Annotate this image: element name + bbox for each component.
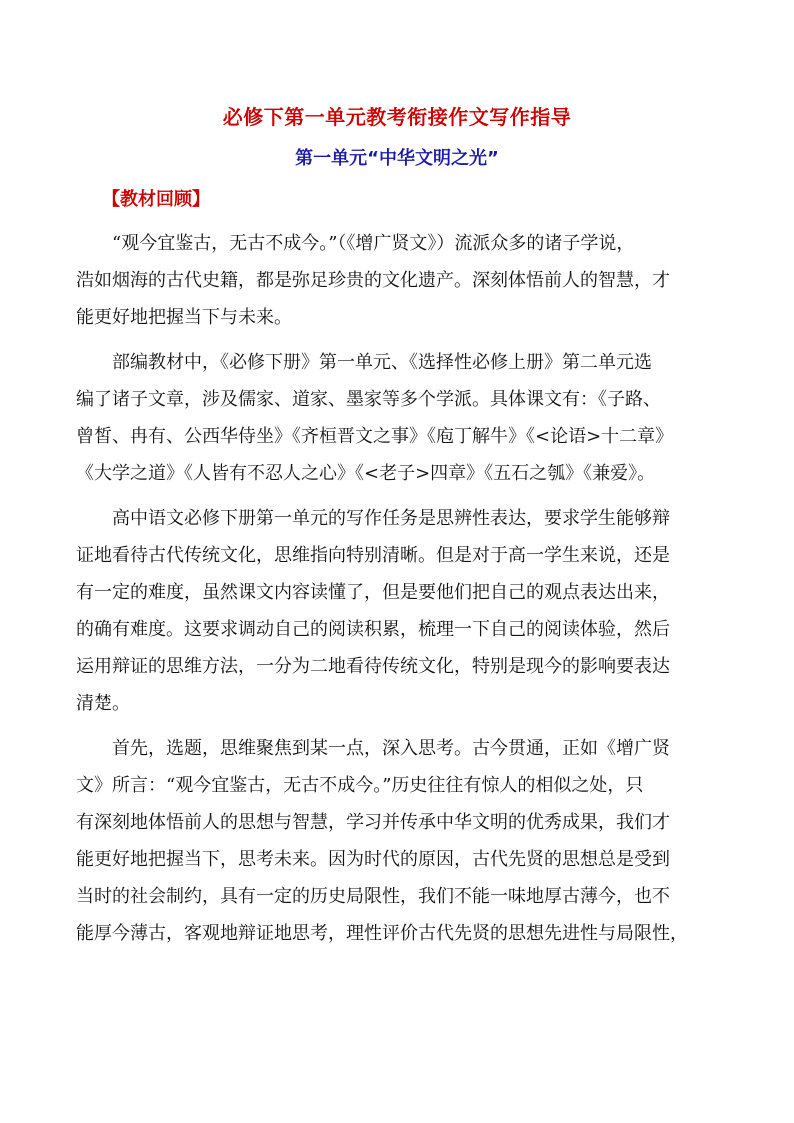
paragraph: [76, 500, 738, 722]
paragraph-line: 首先，选题，思维聚焦到某一点，深入思考。古今贯通，正如《增广贤: [112, 738, 670, 759]
paragraph-line: 的确有难度。这要求调动自己的阅读积累，梳理一下自己的阅读体验，然后: [76, 619, 670, 640]
paragraph-line: 高中语文必修下册第一单元的写作任务是思辨性表达，要求学生能够辩: [112, 508, 670, 529]
paragraph-line: 部编教材中，《必修下册》第一单元、《选择性必修上册》第二单元选: [112, 352, 652, 373]
paragraph: [76, 730, 738, 952]
unit-subtitle: 第一单元“中华文明之光”: [295, 148, 499, 169]
document-title: 必修下第一单元教考衔接作文写作指导: [222, 105, 572, 129]
paragraph-line: 能更好地把握当下，思考未来。因为时代的原因，古代先贤的思想总是受到: [76, 849, 670, 870]
paragraph-line: “观今宜鉴古，无古不成今。”（《增广贤文》）流派众多的诸子学说，: [112, 233, 635, 254]
paragraph-line: 能厚今薄古，客观地辩证地思考，理性评价古代先贤的思想先进性与局限性，: [76, 923, 688, 944]
paragraph-line: 文》所言：“观今宜鉴古，无古不成今。”历史往往有惊人的相似之处，只: [76, 775, 644, 796]
paragraph-line: 浩如烟海的古代史籍，都是弥足珍贵的文化遗产。深刻体悟前人的智慧，才: [76, 270, 670, 291]
paragraph-line: 运用辩证的思维方法，一分为二地看待传统文化，特别是现今的影响要表达: [76, 656, 670, 677]
paragraph: [76, 225, 738, 336]
paragraph-line: 当时的社会制约，具有一定的历史局限性，我们不能一味地厚古薄今，也不: [76, 886, 670, 907]
paragraph-line: 清楚。: [76, 693, 130, 714]
paragraph-line: 编了诸子文章，涉及儒家、道家、墨家等多个学派。具体课文有：《子路、: [76, 389, 661, 410]
paragraph-line: 证地看待古代传统文化，思维指向特别清晰。但是对于高一学生来说，还是: [76, 545, 670, 566]
paragraph-line: 有一定的难度，虽然课文内容读懂了，但是要他们把自己的观点表达出来，: [76, 582, 670, 603]
paragraph-line: 有深刻地体悟前人的思想与智慧，学习并传承中华文明的优秀成果，我们才: [76, 812, 670, 833]
paragraph: [76, 344, 738, 492]
paragraph-line: 能更好地把握当下与未来。: [76, 307, 292, 328]
section-heading: 【教材回顾】: [102, 189, 210, 210]
paragraph-line: 《大学之道》《人皆有不忍人之心》《<老子>四章》《五石之瓠》《兼爱》。: [76, 463, 656, 484]
paragraph-line: 曾皙、冉有、公西华侍坐》《齐桓晋文之事》《庖丁解牛》《<论语>十二章》: [76, 426, 674, 447]
body-text: [76, 225, 738, 960]
